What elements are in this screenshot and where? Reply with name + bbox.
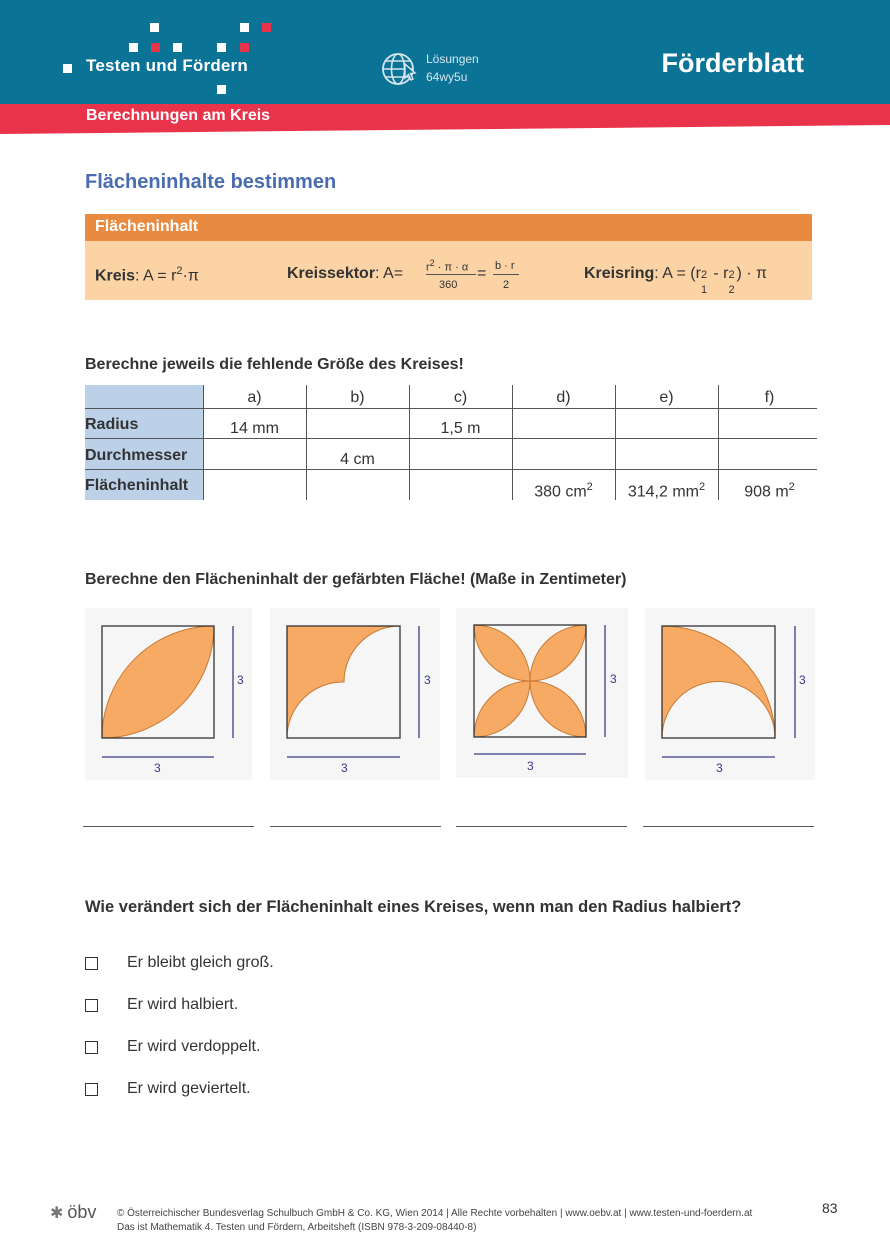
cell-area-f[interactable] bbox=[718, 481, 821, 501]
cell-area-e[interactable] bbox=[615, 481, 718, 501]
sector2-denominator: 2 bbox=[503, 279, 510, 291]
ring-formula-a: : A = (r bbox=[654, 265, 701, 282]
sector-num-exp: 2 bbox=[429, 258, 435, 268]
ring-mid: - r bbox=[708, 265, 729, 282]
copyright-line: © Österreichischer Bundesverlag Schulbuch GmbH & Co. KG, Wien 2014 | Alle Rechte vorbehalten | www.oebv.at | www.testen-und-foerdern.at bbox=[117, 1208, 753, 1219]
task2-question: Berechne den Flächeninhalt der gefärbten Fläche! (Maße in Zentimeter) bbox=[85, 571, 627, 588]
sector-equals: = bbox=[477, 265, 487, 282]
figure-4-height-label: 3 bbox=[799, 673, 806, 687]
header-bar bbox=[0, 0, 890, 104]
logo-square bbox=[63, 64, 72, 73]
figure-1-height-label: 3 bbox=[237, 673, 244, 687]
answer-line[interactable] bbox=[456, 826, 627, 827]
page-number: 83 bbox=[822, 1200, 838, 1216]
sector2-fraction-line bbox=[493, 274, 519, 275]
logo-square bbox=[262, 23, 271, 32]
sector-numerator bbox=[426, 258, 468, 274]
figure-2-shape bbox=[270, 608, 440, 780]
column-header: b) bbox=[350, 389, 365, 406]
sector-denominator: 360 bbox=[439, 279, 458, 291]
cell-diameter-b[interactable]: 4 cm bbox=[340, 451, 375, 468]
sector-formula-text: : A= bbox=[375, 265, 404, 282]
figure-3-height-label: 3 bbox=[610, 672, 617, 686]
figure-1-width-label: 3 bbox=[154, 761, 161, 775]
option-label: Er bleibt gleich groß. bbox=[127, 954, 274, 971]
column-header: c) bbox=[453, 389, 468, 406]
figure-4-shape bbox=[645, 608, 815, 780]
table-rule bbox=[85, 438, 817, 439]
sector-num-r: r bbox=[426, 261, 430, 274]
brand-name: Testen und Fördern bbox=[86, 56, 248, 75]
circle-label: Kreis bbox=[95, 267, 136, 285]
cell-area-e-value: 314,2 mm bbox=[627, 483, 699, 501]
figure-2-width-label: 3 bbox=[341, 761, 348, 775]
circle-exponent: 2 bbox=[176, 265, 183, 277]
row-label-area: Flächeninhalt bbox=[85, 477, 189, 494]
cell-area-d-value: 380 cm bbox=[534, 483, 587, 501]
option-label: Er wird geviertelt. bbox=[127, 1080, 251, 1097]
column-header: f) bbox=[764, 389, 775, 406]
option-label: Er wird halbiert. bbox=[127, 996, 239, 1013]
logo-square bbox=[173, 43, 182, 52]
solutions-label[interactable]: Lösungen bbox=[426, 52, 479, 66]
figure-2-height-label: 3 bbox=[424, 673, 431, 687]
checkbox[interactable] bbox=[85, 957, 98, 970]
answer-line[interactable] bbox=[643, 826, 814, 827]
task1-question: Berechne jeweils die fehlende Größe des Kreises! bbox=[85, 356, 464, 373]
cell-area-d[interactable] bbox=[512, 481, 615, 501]
option-label: Er wird verdoppelt. bbox=[127, 1038, 261, 1055]
logo-square bbox=[240, 43, 249, 52]
logo-square bbox=[129, 43, 138, 52]
cell-radius-c[interactable]: 1,5 m bbox=[440, 420, 481, 437]
ring-sub1: 1 bbox=[700, 284, 708, 296]
column-header: d) bbox=[556, 389, 571, 406]
section-title: Berechnungen am Kreis bbox=[86, 107, 271, 124]
table-rule bbox=[85, 469, 817, 470]
column-header: e) bbox=[659, 389, 674, 406]
publisher-logo bbox=[50, 1202, 96, 1223]
circle-formula bbox=[95, 265, 199, 285]
sector2-numerator: b · r bbox=[495, 260, 515, 272]
checkbox[interactable] bbox=[85, 1083, 98, 1096]
checkbox[interactable] bbox=[85, 999, 98, 1012]
book-reference: Das ist Mathematik 4. Testen und Fördern, Arbeitsheft (ISBN 978-3-209-08440-8) bbox=[117, 1222, 477, 1233]
figure-1-lens bbox=[85, 608, 252, 780]
row-label-diameter: Durchmesser bbox=[85, 447, 188, 464]
sector-num-tail: · π · α bbox=[434, 261, 469, 274]
logo-square bbox=[151, 43, 160, 52]
checkbox[interactable] bbox=[85, 1041, 98, 1054]
cell-radius-a[interactable]: 14 mm bbox=[230, 420, 279, 437]
logo-square bbox=[217, 43, 226, 52]
cell-area-d-exp: 2 bbox=[586, 481, 593, 493]
cell-area-f-value: 908 m bbox=[744, 483, 789, 501]
circle-formula-tail: ·π bbox=[182, 267, 199, 285]
task3-question: Wie verändert sich der Flächeninhalt eines Kreises, wenn man den Radius halbiert? bbox=[85, 898, 742, 916]
ring-formula bbox=[584, 265, 768, 296]
publisher-name: öbv bbox=[67, 1202, 97, 1222]
table-rule bbox=[85, 408, 817, 409]
figure-3-petals bbox=[456, 608, 628, 778]
ring-label: Kreisring bbox=[584, 265, 655, 282]
globe-icon[interactable] bbox=[381, 51, 418, 88]
sector-formula bbox=[287, 265, 403, 283]
table-header-corner bbox=[85, 385, 203, 408]
page-title: Flächeninhalte bestimmen bbox=[85, 171, 337, 193]
circle-formula-text: : A = r bbox=[135, 267, 177, 285]
ring-tail: ) · π bbox=[736, 265, 768, 282]
sector-label: Kreissektor bbox=[287, 265, 376, 282]
ring-sub2: 2 bbox=[728, 284, 735, 296]
column-header: a) bbox=[247, 389, 262, 406]
row-label-radius: Radius bbox=[85, 416, 139, 433]
solutions-code[interactable]: 64wy5u bbox=[426, 70, 468, 84]
answer-line[interactable] bbox=[270, 826, 441, 827]
figure-4-width-label: 3 bbox=[716, 761, 723, 775]
formula-box bbox=[85, 241, 812, 300]
ring-sup2: 2 bbox=[728, 269, 735, 281]
sheet-title: Förderblatt bbox=[661, 48, 804, 78]
logo-square bbox=[217, 85, 226, 94]
star-icon: ✱ bbox=[50, 1205, 64, 1222]
logo-square bbox=[150, 23, 159, 32]
cell-area-e-exp: 2 bbox=[699, 481, 706, 493]
cell-area-f-exp: 2 bbox=[788, 481, 795, 493]
sector-fraction-line bbox=[426, 274, 476, 275]
ring-sup1: 2 bbox=[700, 269, 708, 281]
answer-line[interactable] bbox=[83, 826, 254, 827]
logo-square bbox=[240, 23, 249, 32]
figure-3-width-label: 3 bbox=[527, 759, 534, 773]
formula-box-heading: Flächeninhalt bbox=[85, 214, 812, 241]
